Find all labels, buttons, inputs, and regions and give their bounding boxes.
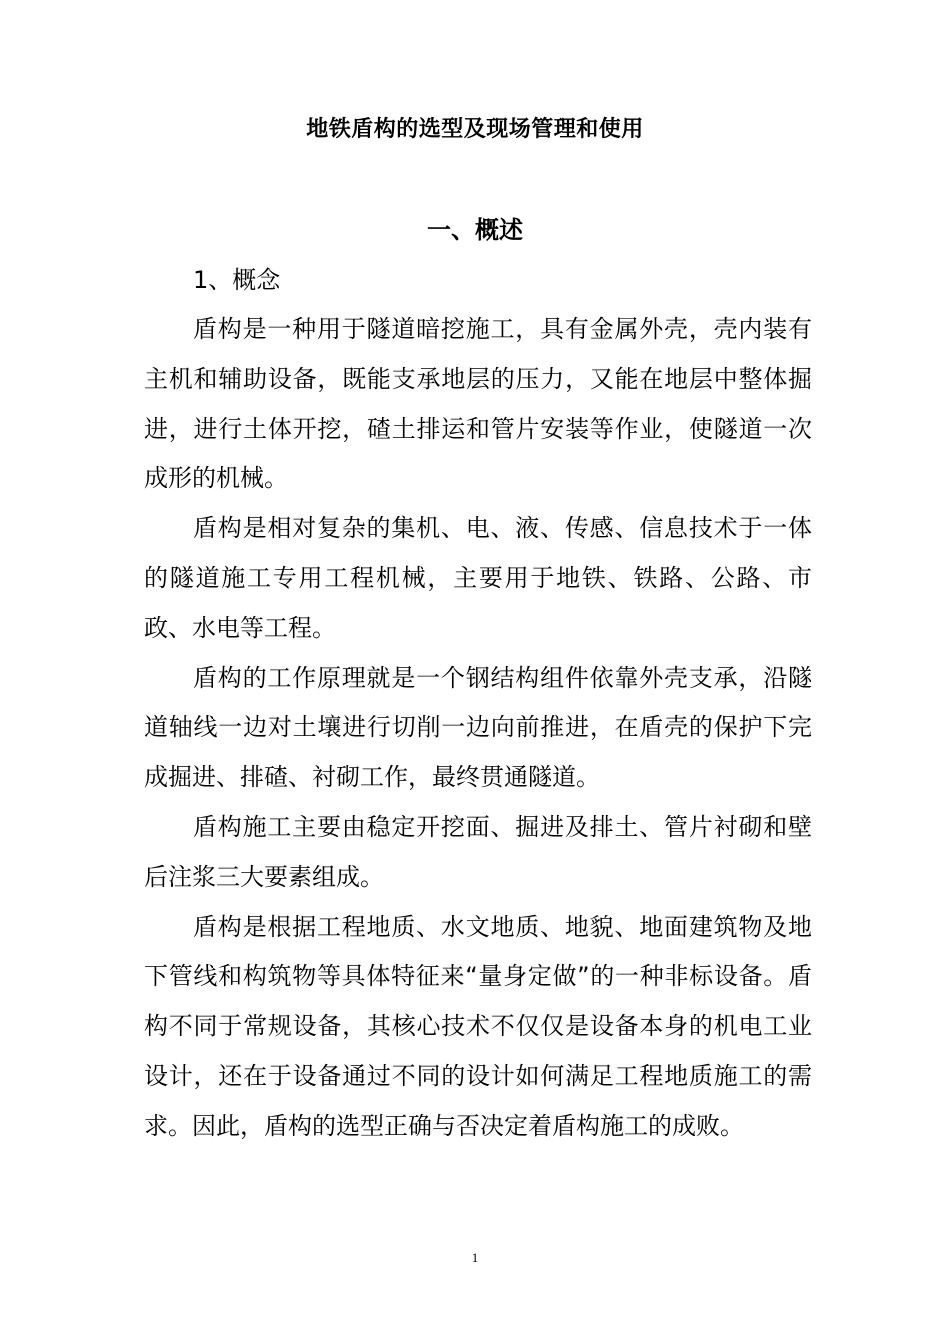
paragraph-working-principle: 盾构的工作原理就是一个钢结构组件依靠外壳支承，沿隧道轴线一边对土壤进行切削一边向前推进，在盾壳的保护下完成掘进、排碴、衬砌工作，最终贯通隧道。	[144, 663, 812, 792]
paragraph-composition: 盾构是相对复杂的集机、电、液、传感、信息技术于一体的隧道施工专用工程机械，主要用于地铁、铁路、公路、市政、水电等工程。	[144, 514, 812, 642]
page-number: 1	[471, 1250, 479, 1265]
document-body	[144, 305, 812, 1152]
section-heading: 一、概述	[427, 216, 523, 244]
subsection-heading: 1、概念	[193, 266, 281, 294]
paragraph-construction-elements: 盾构施工主要由稳定开挖面、掘进及排土、管片衬砌和壁后注浆三大要素组成。	[144, 812, 812, 891]
paragraph-definition: 盾构是一种用于隧道暗挖施工，具有金属外壳，壳内装有主机和辅助设备，既能支承地层的压力，又能在地层中整体掘进，进行土体开挖，碴土排运和管片安装等作业，使隧道一次成形的机械。	[144, 315, 812, 493]
document-title: 地铁盾构的选型及现场管理和使用	[306, 117, 644, 142]
paragraph-selection: 盾构是根据工程地质、水文地质、地貌、地面建筑物及地下管线和构筑物等具体特征来“量身定做”的一种非标设备。盾构不同于常规设备，其核心技术不仅仅是设备本身的机电工业设计，还在于设备通过不同的设计如何满足工程地质施工的需求。因此，盾构的选型正确与否决定着盾构施工的成败。	[144, 912, 812, 1140]
